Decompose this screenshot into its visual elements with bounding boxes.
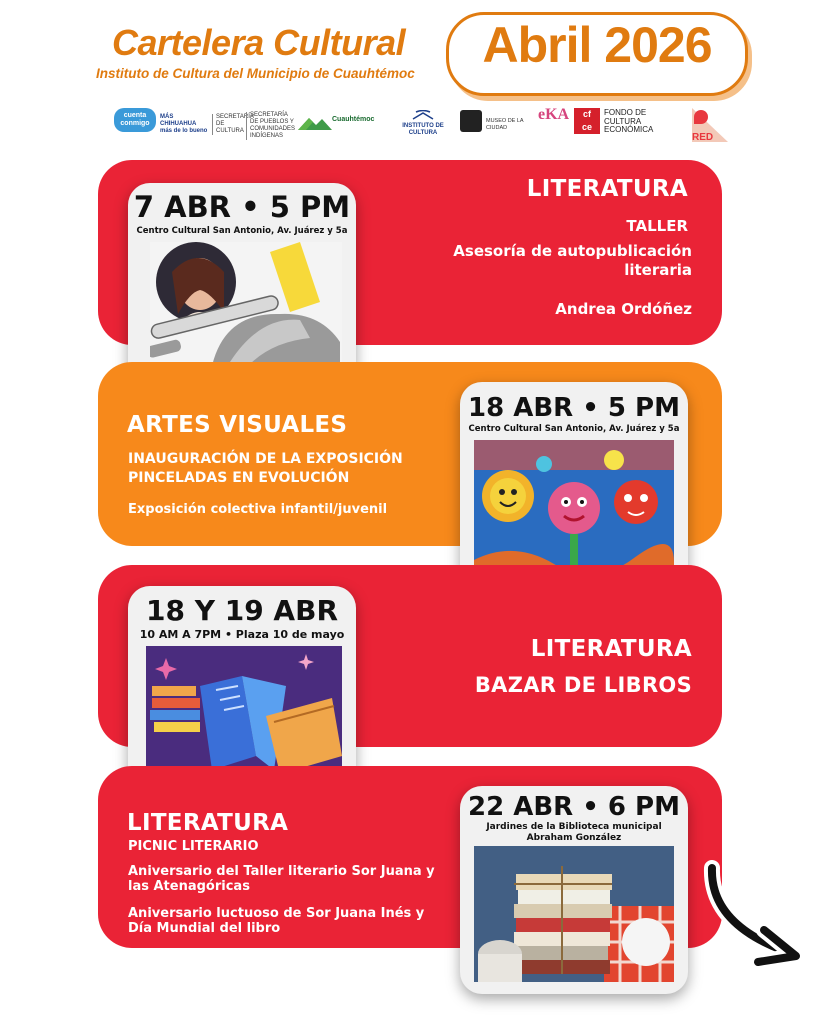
logo-fce: cf ce FONDO DE CULTURA ECONÓMICA <box>574 108 670 136</box>
event-2-title: INAUGURACIÓN DE LA EXPOSICIÓN PINCELADAS EN EVOLUCIÓN <box>128 451 403 486</box>
logo-instituto-cultura: INSTITUTO DE CULTURA <box>392 110 454 137</box>
event-4-image <box>474 846 674 982</box>
event-1-type: TALLER <box>626 217 688 235</box>
event-1-venue: Centro Cultural San Antonio, Av. Juárez y 5a <box>136 226 348 236</box>
event-1-category: LITERATURA <box>526 176 688 202</box>
event-2-image <box>474 440 674 576</box>
event-3-date: 18 Y 19 ABR <box>145 594 339 627</box>
logo-eka: eKA <box>538 106 570 123</box>
event-3-title: BAZAR DE LIBROS <box>474 673 692 697</box>
event-1-date: 7 ABR • 5 PM <box>133 190 351 224</box>
event-2-venue: Centro Cultural San Antonio, Av. Juárez y 5a <box>468 424 680 434</box>
logo-secretaria-cultura: SECRETARÍA DE CULTURA <box>212 114 246 135</box>
event-2-category: ARTES VISUALES <box>127 412 348 438</box>
event-4-detail-1: Aniversario del Taller literario Sor Juana y las Atenagóricas <box>128 864 435 894</box>
logo-secretaria-pueblos: SECRETARÍA DE PUEBLOS Y COMUNIDADES INDÍGENAS <box>246 112 294 140</box>
event-4-date: 22 ABR • 6 PM <box>468 792 680 822</box>
event-2-date: 18 ABR • 5 PM <box>468 393 680 423</box>
event-2-detail: Exposición colectiva infantil/juvenil <box>128 502 388 517</box>
event-1-title: Asesoría de autopublicación literaria <box>453 242 692 279</box>
event-1-person: Andrea Ordóñez <box>555 300 692 318</box>
poster-title: Cartelera Cultural <box>112 22 406 63</box>
event-4-type: PICNIC LITERARIO <box>128 839 259 854</box>
event-3-category: LITERATURA <box>530 636 692 662</box>
curved-arrow-icon <box>700 858 808 970</box>
logo-museo: MUSEO DE LA CIUDAD <box>460 110 534 134</box>
logo-cuauhtemoc: Cuauhtémoc <box>298 112 382 132</box>
event-4-venue: Jardines de la Biblioteca municipal Abraham González <box>486 822 662 843</box>
logo-mas-chihuahua: MÁS CHIHUAHUA más de lo bueno <box>160 114 208 134</box>
logo-red: RED <box>688 104 734 148</box>
event-4-detail-2: Aniversario luctuoso de Sor Juana Inés y Día Mundial del libro <box>128 906 425 936</box>
logo-cuenta-conmigo: cuenta conmigo <box>114 108 156 132</box>
event-3-venue: 10 AM A 7PM • Plaza 10 de mayo <box>139 628 345 641</box>
event-4-category: LITERATURA <box>127 810 289 836</box>
month-label: Abril 2026 <box>482 17 712 73</box>
event-3-image <box>146 646 342 774</box>
poster-subtitle: Instituto de Cultura del Municipio de Cuauhtémoc <box>96 66 415 81</box>
event-1-image <box>150 242 342 376</box>
